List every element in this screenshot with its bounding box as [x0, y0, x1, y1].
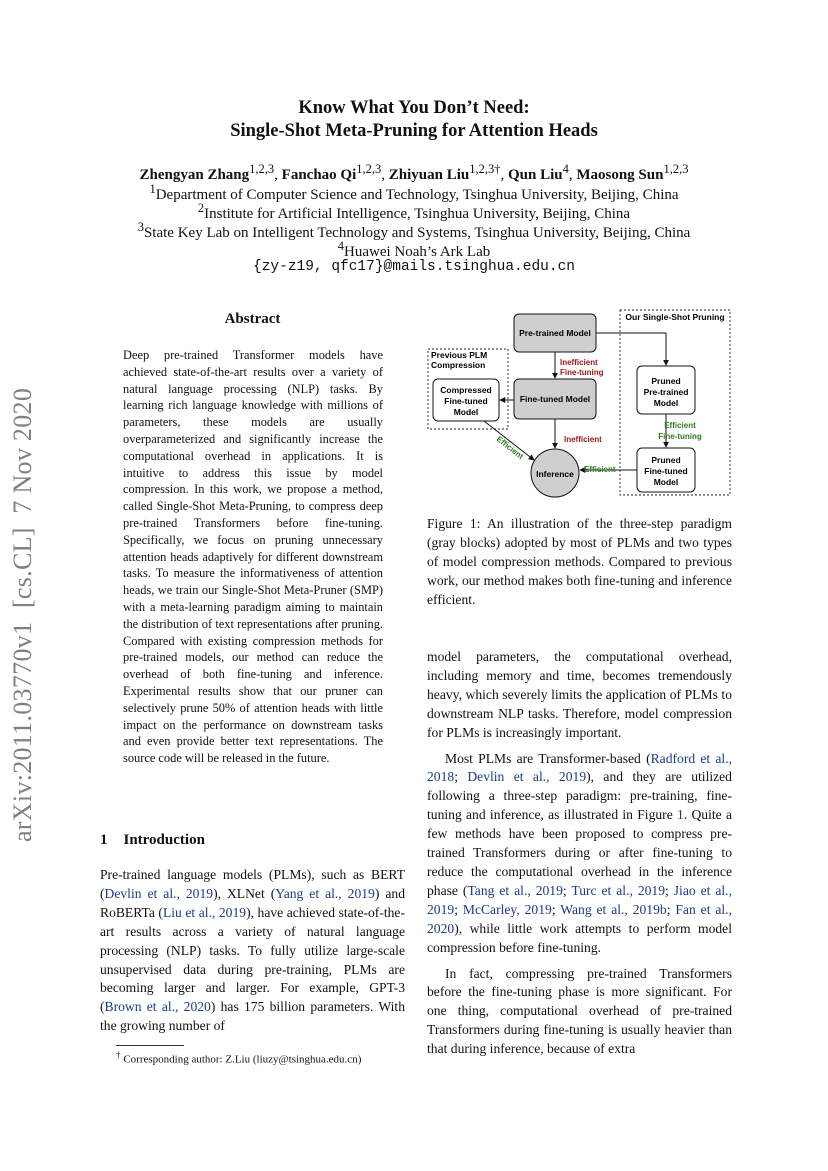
right-paragraph-1: model parameters, the computational overhead, including memory and time, becomes tremendously heavy, which severely limits the application of PLMs to downstream NLP tasks. Therefore, model compression for PLMs is increasingly important. [427, 649, 732, 740]
previous-label-line-1: Previous PLM [431, 350, 488, 360]
citation-link[interactable]: Wang et al., 2019b [560, 901, 667, 917]
text-run: ), and they are utilized following a three-step paradigm: pre-training, fine-tuning and inference, as illustrated in Figure [427, 769, 732, 823]
previous-label-line-2: Compression [431, 360, 486, 370]
citation-link[interactable]: Radford et al., 2018 [427, 750, 733, 785]
efficient-finetuning-label-2: Fine-tuning [658, 432, 702, 441]
efficient-inference-label: Efficient [584, 465, 616, 474]
text-run: ; [454, 901, 463, 917]
text-run: ) has 175 billion parameters. With the growing number of [100, 999, 405, 1034]
citation-link[interactable]: Jiao et al., 2019 [427, 882, 732, 917]
efficient-diagonal-label: Efficient [494, 434, 526, 462]
figure-1-diagram [424, 308, 734, 498]
footnote-text: Corresponding author: Z.Liu (liuzy@tsinghua.edu.cn) [123, 1053, 362, 1066]
figure-1-caption: Figure 1: An illustration of the three-step paradigm (gray blocks) adopted by most of PLMs and two types of model compression methods. Compared to previous work, our method makes both fine-tuning and inference efficient. [427, 516, 732, 607]
finetuned-model-label: Fine-tuned Model [519, 394, 591, 404]
text-run: ; [454, 769, 468, 785]
compressed-model-label-3: Model [453, 407, 479, 417]
compressed-model-label-1: Compressed [440, 385, 492, 395]
citation-link[interactable]: Yang et al., 2019 [275, 885, 375, 901]
right-column-text [427, 648, 732, 1066]
pruned-pretrained-label-3: Model [653, 398, 679, 408]
text-run: ) and RoBERTa ( [100, 885, 405, 920]
inefficient-finetuning-label-1: Inefficient [560, 358, 598, 367]
pruned-finetuned-label-1: Pruned [651, 455, 681, 465]
pruned-pretrained-label-2: Pre-trained [643, 387, 689, 397]
author-name: Qun Liu [507, 167, 563, 183]
affiliation-sup: 3 [137, 220, 144, 234]
affiliation-sup: 2 [197, 201, 205, 215]
arxiv-identifier: arXiv:2011.03770v1 [cs.CL] 7 Nov 2020 [8, 387, 37, 842]
inefficient-inference-label: Inefficient [564, 435, 602, 444]
affiliation-sup: 1 [149, 182, 156, 196]
text-run: ; [666, 901, 676, 917]
arrow-pretrained-to-pruned [596, 333, 666, 365]
author-sup: 1,2,3 [356, 162, 382, 176]
citation-link[interactable]: Brown et al., 2020 [104, 999, 211, 1015]
citation-link[interactable]: Devlin et al., 2019 [467, 769, 587, 785]
text-run: ; [665, 882, 674, 898]
text-run: . Quite a few methods have been proposed to compress pre-trained Transformers during or after fine-tuning to reduce the computational overhead in the inference phase ( [427, 807, 732, 898]
footnote-rule [116, 1045, 184, 1046]
section-title: Introduction [123, 832, 205, 848]
figure-reference-link[interactable]: 1 [677, 807, 684, 823]
right-paragraph-3: In fact, compressing pre-trained Transformers before the fine-tuning phase is more significant. For one thing, computational overhead of pre-trained Transformers during fine-tuning is usually heavier than that during inference, because of extra [427, 965, 732, 1057]
paper-title-line-1: Know What You Don’t Need: [298, 98, 530, 118]
author-name: Fanchao Qi [281, 167, 357, 183]
compressed-model-label-2: Fine-tuned [444, 396, 488, 406]
text-run: Pre-trained language models (PLMs), such as BERT ( [100, 867, 405, 901]
author-sup: 1,2,3 [663, 162, 689, 176]
author-sup: 1,2,3 [249, 162, 275, 176]
citation-link[interactable]: Liu et al., 2019 [162, 904, 247, 920]
footnote-mark: † [116, 1050, 121, 1060]
author-name: Zhengyan Zhang [139, 167, 250, 183]
paper-title-line-2: Single-Shot Meta-Pruning for Attention Heads [230, 121, 598, 141]
section-heading-introduction [100, 832, 221, 849]
citation-link[interactable]: Fan et al., 2020 [427, 901, 732, 936]
affiliation-text: Department of Computer Science and Technology, Tsinghua University, Beijing, China [155, 187, 679, 203]
intro-paragraph [100, 866, 405, 1043]
author-name: Zhiyuan Liu [388, 167, 470, 183]
text-run: ), have achieved state-of-the-art results across a variety of natural language processing (NLP) tasks. To fully utilize large-scale unsupervised data during pre-training, PLMs are becoming larger and larger. For example, GPT-3 ( [100, 904, 405, 1015]
efficient-finetuning-label-1: Efficient [664, 421, 696, 430]
intro-paragraph-1 [100, 866, 405, 1036]
citation-link[interactable]: McCarley, 2019 [462, 901, 552, 917]
affiliation-text: Huawei Noah’s Ark Lab [344, 244, 491, 260]
abstract-heading: Abstract [224, 311, 281, 327]
author-emails: {zy-z19, qfc17}@mails.tsinghua.edu.cn [253, 259, 575, 275]
abstract-text: Deep pre-trained Transformer models have achieved state-of-the-art results over a variety of natural language processing (NLP) tasks. By learning rich language knowledge with millions of parameters, these models are usually overparameterized and significantly increase the computational overhead in applications. It is intuitive to address this issue by model compression. In this work, we propose a method, called Single-Shot Meta-Pruning, to compress deep pre-trained Transformers before fine-tuning. Specifically, we focus on pruning unnecessary attention heads adaptively for different downstream tasks. To measure the informativeness of attention heads, we train our Single-Shot Meta-Pruner (SMP) with a meta-learning paradigm aiming to maintain the distribution of text representations after pruning. Compared with existing compression methods for pre-trained models, our method can reduce the overhead of both fine-tuning and inference. Experimental results show that our pruner can selectively prune 50% of attention heads with little impact on the performance on downstream tasks and even provide better text representations. The source code will be released in the future. [123, 348, 383, 766]
footnote [116, 1050, 361, 1066]
text-run: ), XLNet ( [213, 885, 276, 901]
ours-region-label: Our Single-Shot Pruning [625, 312, 725, 322]
text-run: ; [562, 882, 572, 898]
author-name: Maosong Sun [576, 167, 664, 183]
citation-link[interactable]: Tang et al., 2019 [467, 882, 563, 898]
inefficient-finetuning-label-2: Fine-tuning [560, 368, 604, 377]
pruned-pretrained-label-1: Pruned [651, 376, 681, 386]
section-number: 1 [100, 832, 108, 848]
pruned-finetuned-label-3: Model [653, 477, 679, 487]
author-sup: 1,2,3† [469, 162, 501, 176]
affiliation-text: State Key Lab on Intelligent Technology and Systems, Tsinghua University, Beijing, China [143, 225, 691, 241]
abstract-body [123, 347, 383, 767]
text-run: ; [551, 901, 561, 917]
pruned-finetuned-label-2: Fine-tuned [644, 466, 688, 476]
text-run: ), while little work attempts to perform model compression before fine-tuning. [427, 920, 732, 955]
author-list: Zhengyan Zhang$^{1,2,3}$, Fanchao Qi$^{1,2,3}$, Zhiyuan Liu$^{1,2,3\dagger}$, Qun Liu$^4$, Maosong Sun$^{1,2,3}$ [139, 162, 689, 183]
inference-label: Inference [536, 469, 574, 479]
affiliation-sup: 4 [337, 239, 345, 253]
pretrained-model-label: Pre-trained Model [519, 328, 591, 338]
citation-link[interactable]: Devlin et al., 2019 [104, 885, 214, 901]
text-run: Most PLMs are Transformer-based ( [445, 750, 651, 766]
citation-link[interactable]: Turc et al., 2019 [571, 882, 666, 898]
affiliation-text: Institute for Artificial Intelligence, Tsinghua University, Beijing, China [204, 206, 631, 222]
author-sup: 4 [562, 162, 569, 176]
right-paragraph-2 [427, 750, 732, 958]
